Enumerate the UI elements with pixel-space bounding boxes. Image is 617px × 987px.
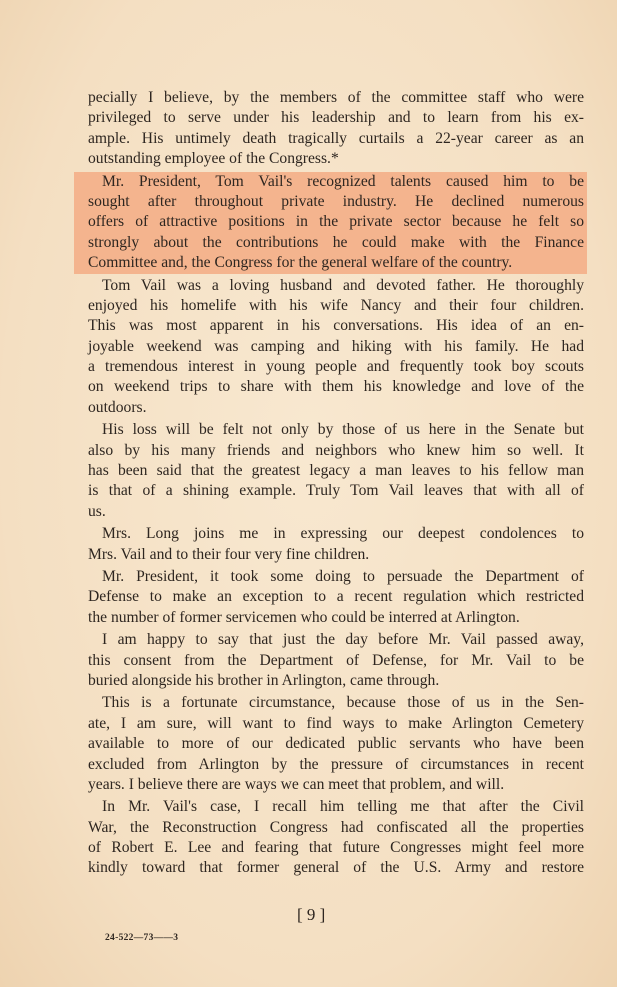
text-line: In Mr. Vail's case, I recall him telling me that after the Civil [102,798,584,816]
text-line: His loss will be felt not only by those of us here in the Senate but [102,421,584,439]
paragraph [88,276,584,419]
paragraph [88,88,584,170]
text-line: This is a fortunate circumstance, because those of us in the Sen- [102,694,584,712]
text-line: also by his many friends and neighbors who knew him so well. It [88,441,584,459]
paragraph [88,420,584,522]
text-line: pecially I believe, by the members of the committee staff who were [88,89,584,106]
text-line: privileged to serve under his leadership and to learn from his ex- [88,109,584,127]
text-line: excluded from Arlington by the pressure of circumstances in recent [88,755,584,773]
text-line: offers of attractive positions in the private sector because he felt so [88,213,584,231]
text-line: strongly about the contributions he could make with the Finance [88,233,584,251]
text-line: years. I believe there are ways we can meet that problem, and will. [88,775,505,793]
text-line: outstanding employee of the Congress.* [88,150,339,168]
highlighted-paragraph [74,172,587,274]
text-line: Mrs. Vail and to their four very fine children. [88,545,370,563]
text-line: joyable weekend was camping and hiking with his family. He had [88,337,584,355]
text-line: sought after throughout private industry. He declined numerous [88,192,584,210]
text-line: Mr. President, Tom Vail's recognized talents caused him to be [102,172,584,190]
paragraph [88,630,584,691]
paragraph [88,524,584,565]
text-line: Committee and, the Congress for the general welfare of the country. [88,254,513,272]
text-line: Mrs. Long joins me in expressing our deepest condolences to [102,525,584,543]
body-text [88,88,584,881]
text-line: of Robert E. Lee and fearing that future Congresses might feel more [88,839,584,857]
text-line: a tremendous interest in young people and frequently took boy scouts [88,358,584,376]
text-line: ate, I am sure, will want to find ways to make Arlington Cemetery [88,714,584,732]
text-line: this consent from the Department of Defense, for Mr. Vail to be [88,651,584,669]
text-line: has been said that the greatest legacy a man leaves to his fellow man [88,462,584,480]
text-line: enjoyed his homelife with his wife Nancy and their four children. [88,296,584,314]
text-line: us. [88,502,106,520]
text-line: This was most apparent in his conversations. His idea of an en- [88,317,584,335]
text-line: I am happy to say that just the day before Mr. Vail passed away, [102,631,584,649]
text-line: is that of a shining example. Truly Tom Vail leaves that with all of [88,482,584,500]
text-line: War, the Reconstruction Congress had confiscated all the properties [88,818,584,836]
text-line: kindly toward that former general of the U.S. Army and restore [88,859,584,877]
text-line: on weekend trips to share with them his knowledge and love of the [88,378,584,396]
paragraph [88,693,584,795]
page-number: [ 9 ] [297,905,326,924]
text-line: the number of former servicemen who could be interred at Arlington. [88,608,520,626]
text-line: available to more of our dedicated public servants who have been [88,735,584,753]
text-line: ample. His untimely death tragically curtails a 22-year career as an [88,129,584,147]
text-line: Defense to make an exception to a recent regulation which restricted [88,588,584,606]
paragraph [88,797,584,879]
text-line: Tom Vail was a loving husband and devoted father. He thoroughly [102,276,584,294]
print-job-code: 24-522—73——3 [105,933,179,943]
paragraph [88,567,584,628]
text-line: outdoors. [88,398,147,416]
text-line: buried alongside his brother in Arlington, came through. [88,671,440,689]
text-line: Mr. President, it took some doing to persuade the Department of [102,567,584,585]
